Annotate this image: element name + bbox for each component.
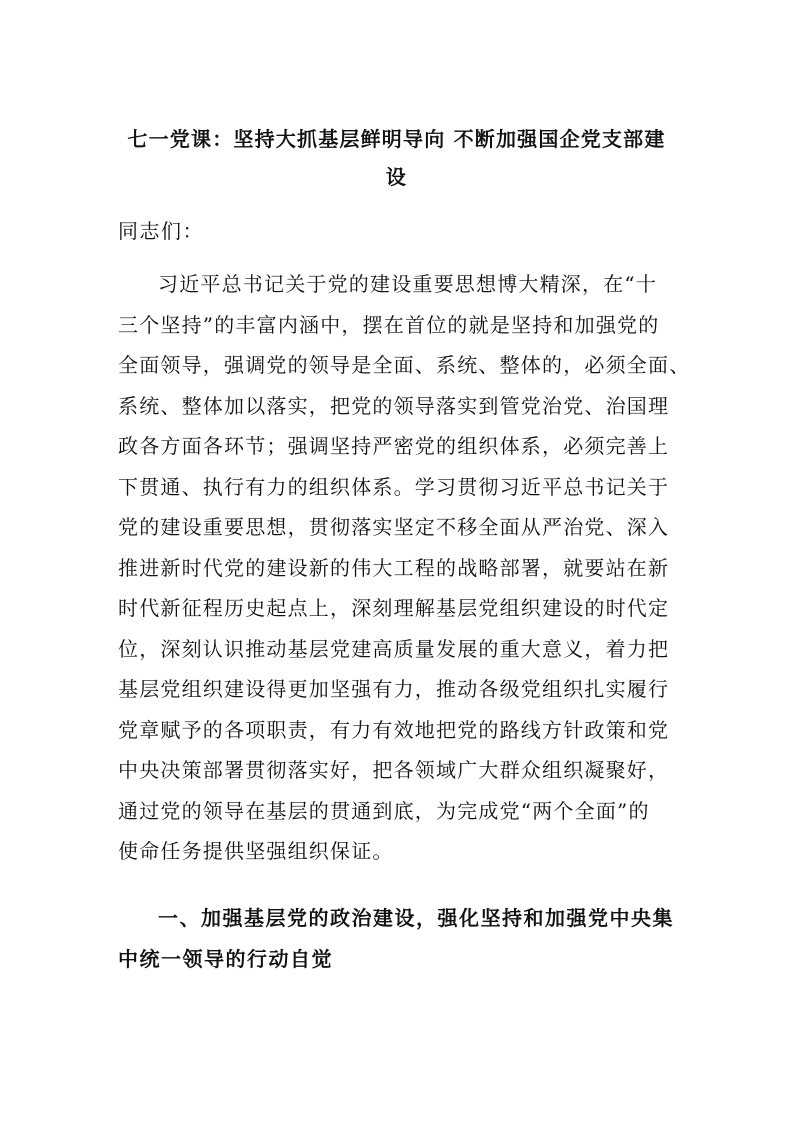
body-paragraph: [118, 264, 691, 872]
paragraph-line: 通过党的领导在基层的贯通到底，为完成党“两个全面”的: [118, 798, 650, 823]
paragraph-line: 系统、整体加以落实，把党的领导落实到管党治党、治国理: [118, 393, 670, 418]
paragraph-line: 全面领导，强调党的领导是全面、系统、整体的，必须全面、: [118, 353, 691, 377]
heading-line-2: 中统一领导的行动自觉: [118, 946, 333, 971]
salutation: 同志们：: [118, 219, 204, 243]
paragraph-line: 使命任务提供坚强组织保证。: [118, 839, 394, 863]
paragraph-line: 三个坚持”的丰富内涵中，摆在首位的就是坚持和加强党的: [118, 312, 660, 337]
title-line-1: 七一党课：坚持大抓基层鲜明导向 不断加强国企党支部建: [127, 127, 666, 151]
document-title: [118, 120, 675, 196]
paragraph-line: 位，深刻认识推动基层党建高质量发展的重大意义，着力把: [118, 636, 670, 661]
paragraph-line: 习近平总书记关于党的建设重要思想博大精深，在“十: [158, 272, 658, 296]
paragraph-line: 下贯通、执行有力的组织体系。学习贯彻习近平总书记关于: [118, 474, 670, 499]
section-heading: [118, 898, 678, 979]
paragraph-line: 政各方面各环节；强调坚持严密党的组织体系，必须完善上: [118, 434, 670, 458]
paragraph-line: 党的建设重要思想，贯彻落实坚定不移全面从严治党、深入: [118, 515, 670, 539]
heading-line-1: 一、加强基层党的政治建设，强化坚持和加强党中央集: [158, 906, 674, 930]
paragraph-line: 党章赋予的各项职责，有力有效地把党的路线方针政策和党: [118, 717, 670, 742]
paragraph-line: 时代新征程历史起点上，深刻理解基层党组织建设的时代定: [118, 596, 670, 620]
paragraph-line: 中央决策部署贯彻落实好，把各领域广大群众组织凝聚好，: [118, 758, 670, 782]
title-line-2: 设: [385, 165, 408, 189]
paragraph-line: 推进新时代党的建设新的伟大工程的战略部署，就要站在新: [118, 555, 670, 580]
paragraph-line: 基层党组织建设得更加坚强有力，推动各级党组织扎实履行: [118, 677, 670, 701]
